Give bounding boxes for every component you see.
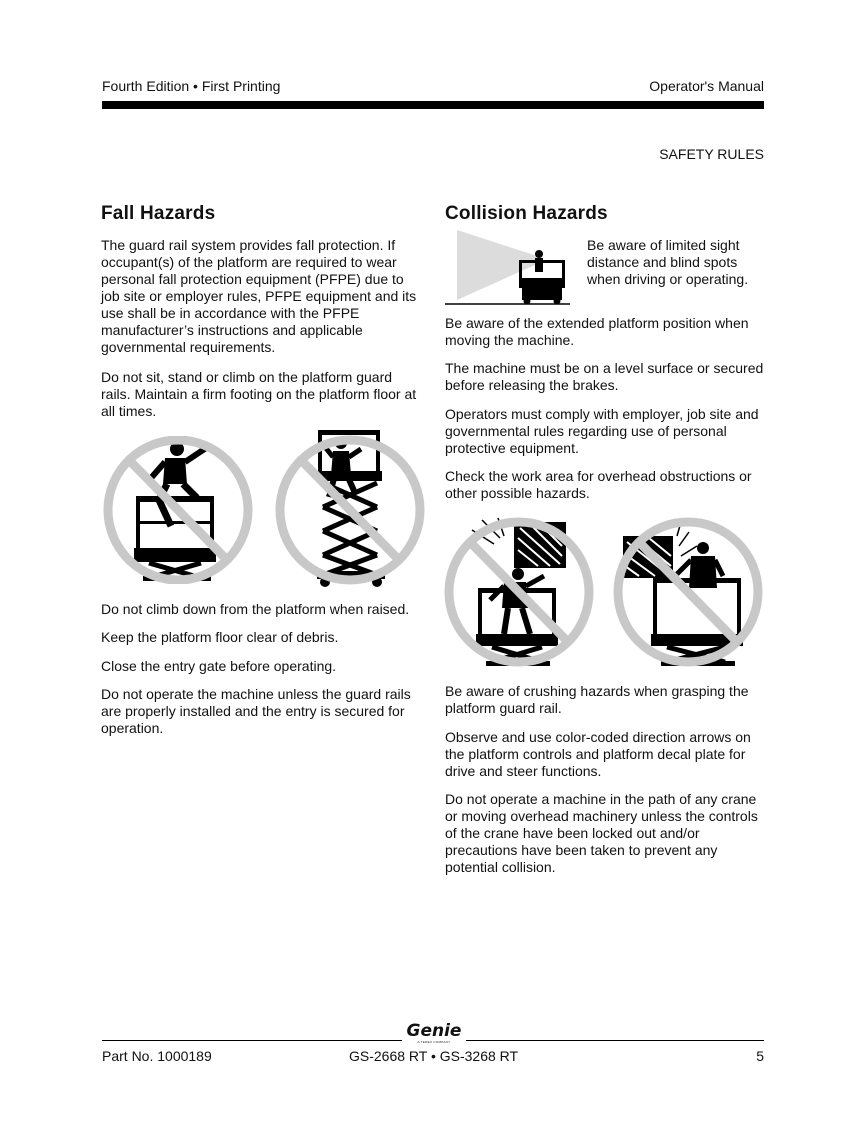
- footer-part-number: Part No. 1000189: [102, 1048, 212, 1064]
- logo-wordmark: Genie: [406, 1021, 462, 1041]
- collision-paragraph-extended-platform: Be aware of the extended platform position when moving the machine.: [445, 315, 749, 348]
- footer-rule-right: [466, 1040, 764, 1041]
- collision-paragraph-direction-arrows: Observe and use color-coded direction arrows on the platform controls and platform decal plate for drive and steer functions.: [445, 729, 751, 779]
- footer-rule-left: [102, 1040, 402, 1041]
- collision-paragraph-overhead: Check the work area for overhead obstructions or other possible hazards.: [445, 468, 752, 501]
- fall-paragraph-guard-rails-installed: Do not operate the machine unless the guard rails are properly installed and the entry is secured for operation.: [101, 686, 411, 736]
- footer-model: GS-2668 RT • GS-3268 RT: [349, 1048, 519, 1064]
- fall-paragraph-climb-down: Do not climb down from the platform when raised.: [101, 601, 410, 617]
- section-label: SAFETY RULES: [659, 146, 764, 162]
- fall-paragraph-entry-gate: Close the entry gate before operating.: [101, 658, 337, 674]
- fall-paragraph-pfpe: The guard rail system provides fall protection. If occupant(s) of the platform are required to wear personal fall protection equipment (PFPE) due to job site or employer rules, PFPE equipment and its use shall be in accordance with the PFPE manufacturer’s instructions and applicable governmental requirements.: [101, 237, 417, 355]
- fall-paragraph-guard-rails: Do not sit, stand or climb on the platform guard rails. Maintain a firm footing on the platform floor at all times.: [101, 369, 417, 419]
- collision-paragraph-ppe: Operators must comply with employer, job site and governmental rules regarding use of personal protective equipment.: [445, 406, 759, 456]
- header-manual-title: Operator's Manual: [649, 78, 764, 94]
- collision-paragraph-blind-spots: Be aware of limited sight distance and blind spots when driving or operating.: [587, 237, 749, 287]
- collision-paragraph-crane: Do not operate a machine in the path of any crane or moving overhead machinery unless the controls of the crane have been locked out and/or precautions have been taken to prevent any potential collision.: [445, 791, 758, 875]
- footer-page-number: 5: [756, 1048, 764, 1064]
- blind-spot-illustration: [445, 228, 575, 308]
- crushing-head-illustration: [442, 516, 597, 668]
- header-rule: [102, 101, 764, 109]
- header-edition: Fourth Edition • First Printing: [102, 78, 281, 94]
- crushing-hand-illustration: [611, 516, 766, 668]
- fall-hazards-title: Fall Hazards: [101, 203, 216, 224]
- no-climbing-down-illustration: [273, 427, 428, 587]
- collision-paragraph-crushing: Be aware of crushing hazards when grasping the platform guard rail.: [445, 683, 749, 716]
- no-climbing-on-rail-illustration: [101, 436, 256, 584]
- collision-hazards-title: Collision Hazards: [445, 203, 608, 224]
- genie-logo: [404, 1022, 464, 1044]
- fall-paragraph-debris: Keep the platform floor clear of debris.: [101, 629, 339, 645]
- logo-tagline: A TEREX COMPANY: [417, 1040, 451, 1044]
- collision-paragraph-level-surface: The machine must be on a level surface or secured before releasing the brakes.: [445, 360, 764, 393]
